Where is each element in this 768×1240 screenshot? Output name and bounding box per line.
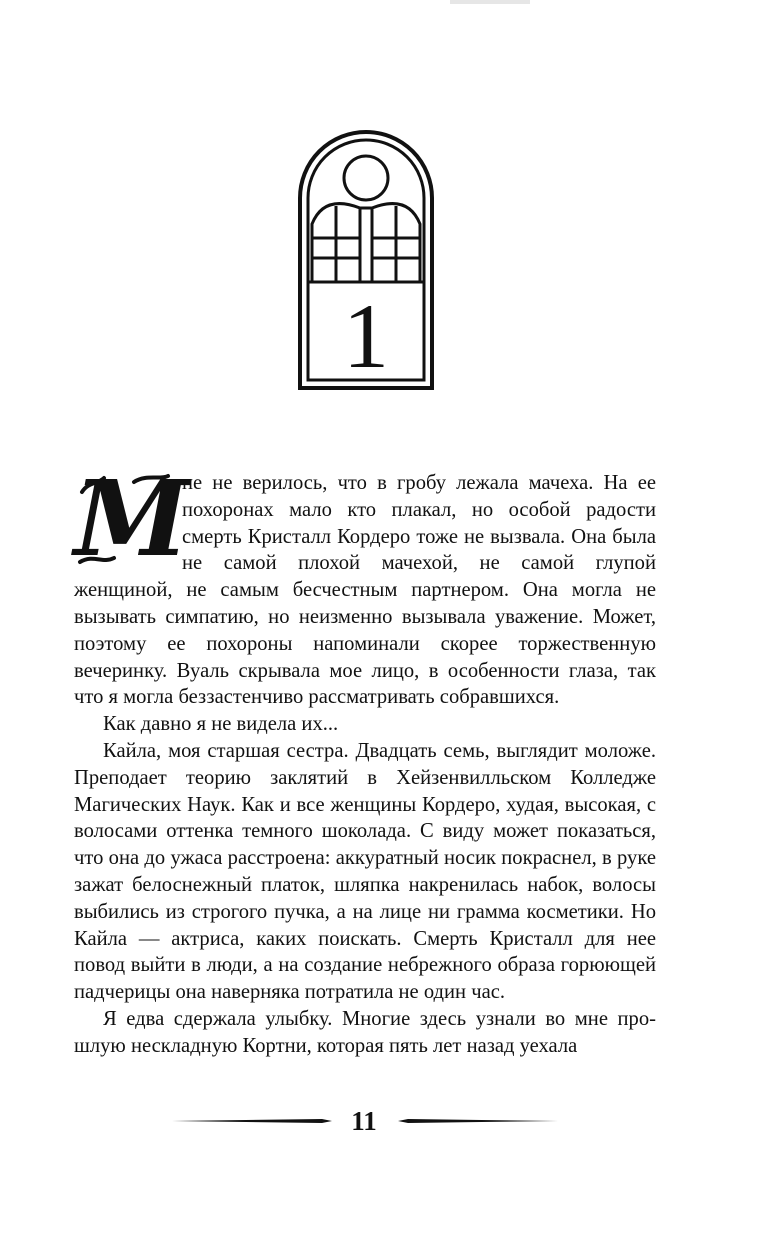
paragraph-2: Как давно я не видела их... <box>103 713 339 736</box>
paragraph-1: не не верилось, что в гробу лежала мачеха. На ее похоронах мало кто плакал, но особой радости смерть Кристалл Кордеро тоже не вызвала. Она была не самой плохой мачехой, не самой глупой женщиной, не самым бесчестным партнером. Она могла не вызывать симпатию, но неизменно вызывала уважение. Может, поэтому ее похороны напоминали скорее торжественную вечеринку. Вуаль скрывала мое лицо, в особенности глаза, так что я могла беззастенчиво рассматривать собравшихся. <box>74 472 656 709</box>
top-edge-mark <box>450 0 530 4</box>
paragraph-3: Кайла, моя старшая сестра. Двадцать семь, выглядит моложе. Преподает теорию заклятий в Хейзенвилльском Колледже Магических Наук. Как и все женщины Кордеро, худая, высокая, с волосами оттенка темного шоколада. С виду может показаться, что она до ужаса расстроена: аккуратный носик покраснел, в руке зажат белоснежный платок, шляпка накренилась набок, волосы выбились из строгого пучка, а на лице ни грамма косметики. Но Кайла — актриса, каких поискать. Смерть Кристалл для нее повод выйти в люди, а на создание небрежного образа горюющей падчерицы она наверняка потратила не один час. <box>74 739 656 1004</box>
chapter-number: 1 <box>343 285 389 387</box>
paragraph-4: Я едва сдержала улыбку. Многие здесь узнали во мне прошлую нескладную Кортни, которая пять лет назад уехала <box>74 1007 656 1057</box>
footer-ornament-left-icon <box>172 1114 332 1128</box>
page-number: 11 <box>351 1106 377 1136</box>
chapter-window-emblem <box>298 130 434 390</box>
dropcap-letter: М <box>74 457 190 580</box>
footer-ornament-right-icon <box>398 1114 558 1128</box>
body-text <box>74 457 656 1060</box>
dropcap <box>74 457 190 580</box>
